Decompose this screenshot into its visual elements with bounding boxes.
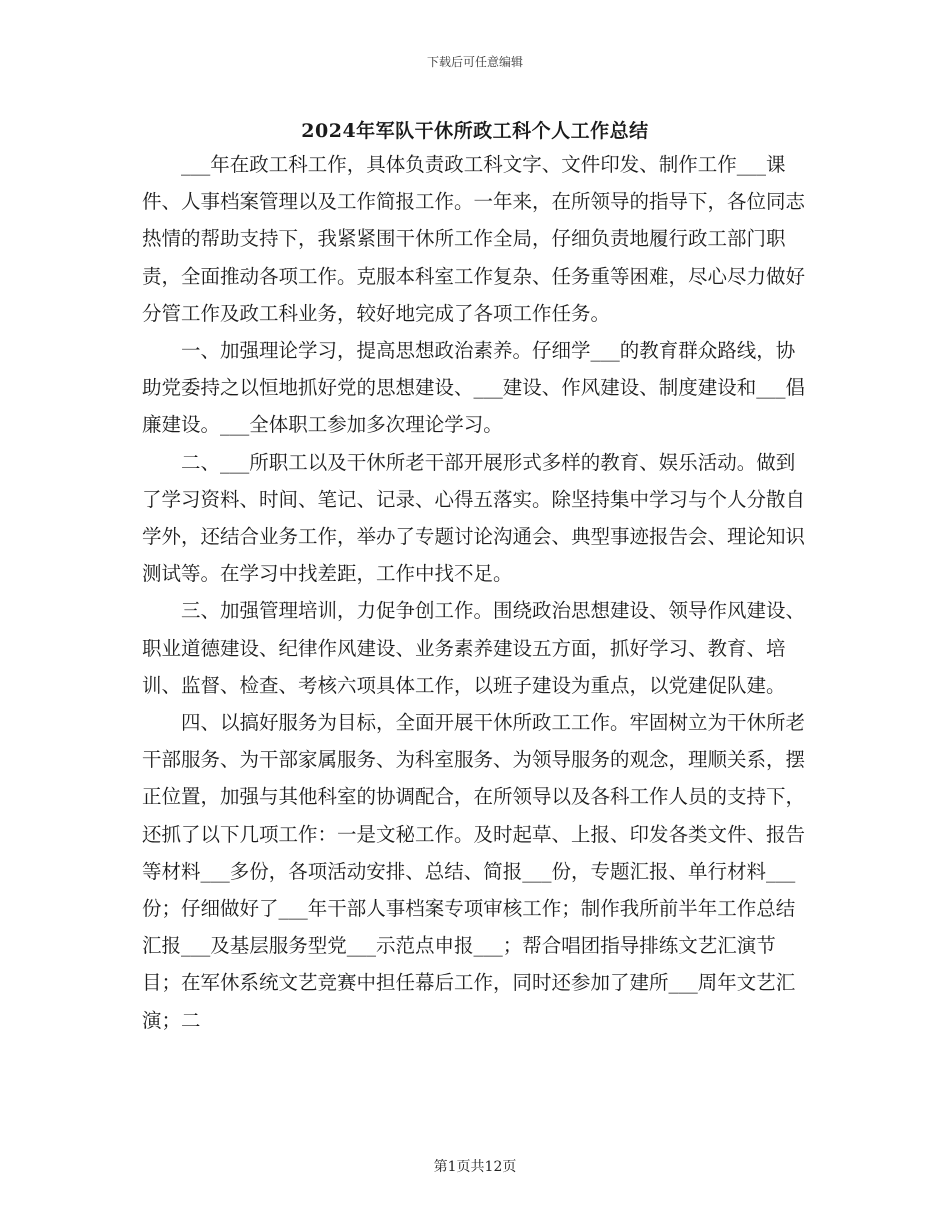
paragraph-section-2: 二、___所职工以及干休所老干部开展形式多样的教育、娱乐活动。做到了学习资料、时间、笔记、记录、心得五落实。除坚持集中学习与个人分散自学外，还结合业务工作，举办了专题讨论沟通会、典型事迹报告会、理论知识测试等。在学习中找差距，工作中找不足。 bbox=[142, 450, 806, 586]
document-body bbox=[142, 146, 810, 1039]
paragraph-section-4: 四、以搞好服务为目标，全面开展干休所政工工作。牢固树立为干休所老干部服务、为干部家属服务、为科室服务、为领导服务的观念，理顺关系，摆正位置，加强与其他科室的协调配合，在所领导以及各科工作人员的支持下，还抓了以下几项工作：一是文秘工作。及时起草、上报、印发各类文件、报告等材料___多份，各项活动安排、总结、简报___份，专题汇报、单行材料___份；仔细做好了___年干部人事档案专项审核工作；制作我所前半年工作总结汇报___及基层服务型党___示范点申报___；帮合唱团指导排练文艺汇演节目；在军休系统文艺竞赛中担任幕后工作，同时还参加了建所___周年文艺汇演；二 bbox=[142, 711, 806, 1032]
paragraph-section-3: 三、加强管理培训，力促争创工作。围绕政治思想建设、领导作风建设、职业道德建设、纪律作风建设、业务素养建设五方面，抓好学习、教育、培训、监督、检查、考核六项具体工作，以班子建设为重点，以党建促队建。 bbox=[142, 599, 806, 697]
paragraph-intro: ___年在政工科工作，具体负责政工科文字、文件印发、制作工作___课件、人事档案管理以及工作简报工作。一年来，在所领导的指导下，各位同志热情的帮助支持下，我紧紧围干休所工作全局，仔细负责地履行政工部门职责，全面推动各项工作。克服本科室工作复杂、任务重等困难，尽心尽力做好分管工作及政工科业务，较好地完成了各项工作任务。 bbox=[142, 153, 806, 325]
document-title: 2024年军队干休所政工科个人工作总结 bbox=[301, 120, 649, 142]
paragraph-section-1: 一、加强理论学习，提高思想政治素养。仔细学___的教育群众路线，协助党委持之以恒地抓好党的思想建设、___建设、作风建设、制度建设和___倡廉建设。___全体职工参加多次理论学习。 bbox=[142, 339, 806, 437]
header-note: 下载后可任意编辑 bbox=[426, 55, 523, 69]
page-number-footer: 第1页共12页 bbox=[433, 1159, 517, 1175]
